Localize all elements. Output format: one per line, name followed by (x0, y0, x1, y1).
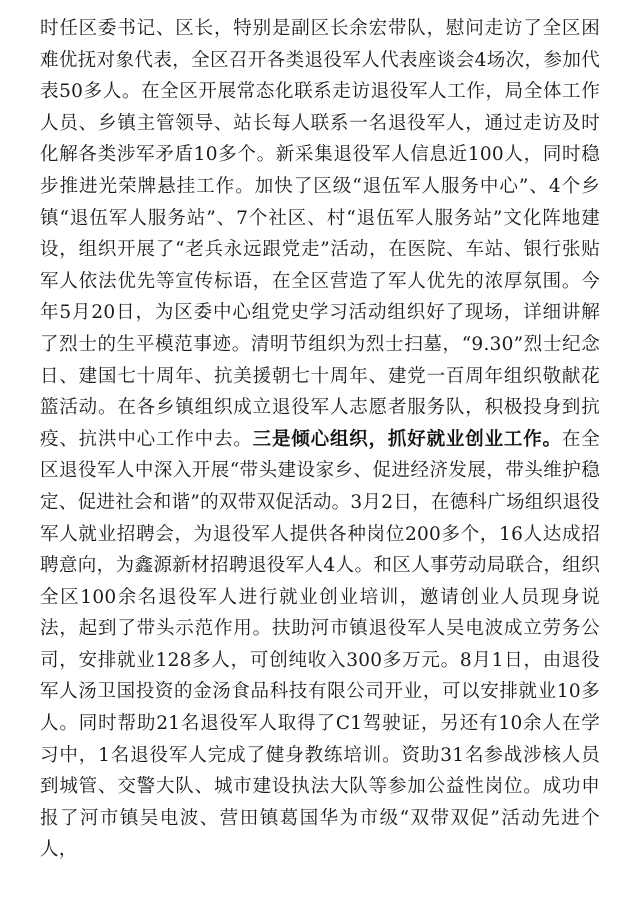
paragraph-text-part-2: 在全区退役军人中深入开展“带头建设家乡、促进经济发展，带头维护稳定、促进社会和谐”的双带双促活动。3月2日，在德科广场组织退役军人就业招聘会，为退役军人提供各种岗位200多个，16人达成招聘意向，为鑫源新材招聘退役军人4人。和区人事劳动局联合，组织全区100余名退役军人进行就业创业培训，邀请创业人员现身说法，起到了带头示范作用。扶助河市镇退役军人吴电波成立劳务公司，安排就业128多人，可创纯收入300多万元。8月1日，由退役军人汤卫国投资的金汤食品科技有限公司开业，可以安排就业10多人。同时帮助21名退役军人取得了C1驾驶证，另还有10余人在学习中，1名退役军人完成了健身教练培训。资助31名参战涉核人员到城管、交警大队、城市建设执法大队等参加公益性岗位。成功申报了河市镇吴电波、营田镇葛国华为市级“双带双促”活动先进个人， (40, 428, 600, 861)
paragraph-text-part-1: 时任区委书记、区长，特别是副区长余宏带队，慰问走访了全区困难优抚对象代表，全区召开各类退役军人代表座谈会4场次，参加代表50多人。在全区开展常态化联系走访退役军人工作，局全体工作人员、乡镇主管领导、站长每人联系一名退役军人，通过走访及时化解各类涉军矛盾10多个。新采集退役军人信息近100人，同时稳步推进光荣牌悬挂工作。加快了区级“退伍军人服务中心”、4个乡镇“退伍军人服务站”、7个社区、村“退伍军人服务站”文化阵地建设，组织开展了“老兵永远跟党走”活动，在医院、车站、银行张贴军人依法优先等宣传标语，在全区营造了军人优先的浓厚氛围。今年5月20日，为区委中心组党史学习活动组织好了现场，详细讲解了烈士的生平模范事迹。清明节组织为烈士扫墓，“9.30”烈士纪念日、建国七十周年、抗美援朝七十周年、建党一百周年组织敬献花篮活动。在各乡镇组织成立退役军人志愿者服务队，积极投身到抗疫、抗洪中心工作中去。 (40, 18, 600, 450)
section-heading-three: 三是倾心组织，抓好就业创业工作。 (252, 428, 562, 450)
body-paragraph (40, 13, 600, 866)
